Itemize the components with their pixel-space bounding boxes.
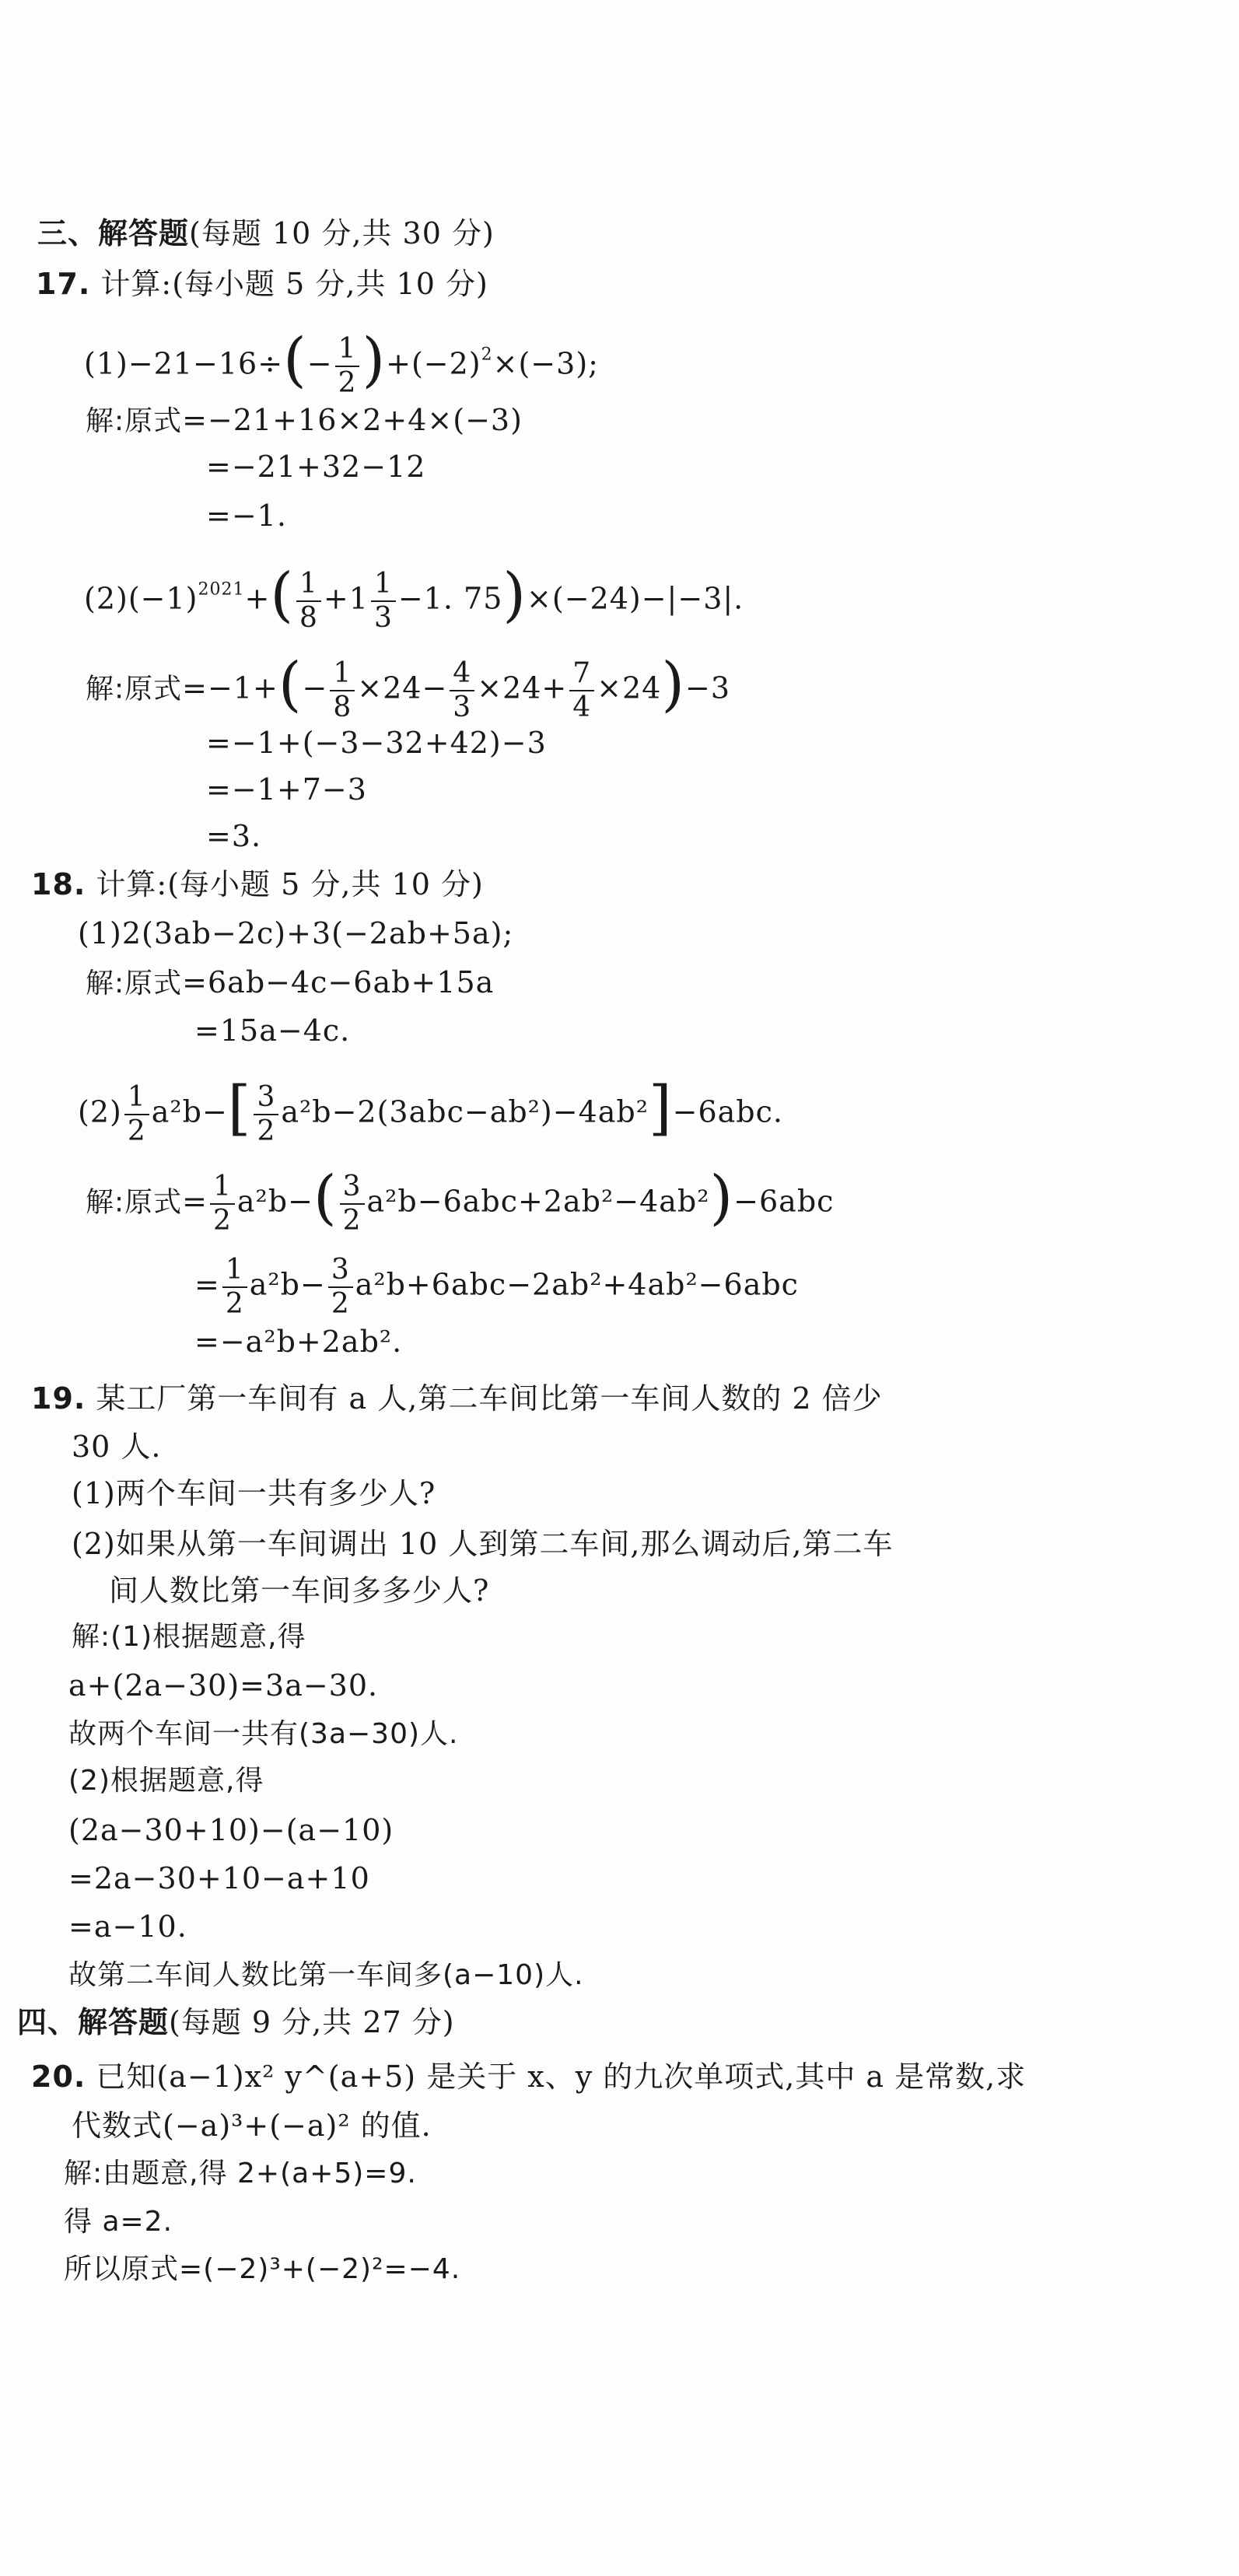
- q19-part2-text: (2)如果从第一车间调出 10 人到第二车间,那么调动后,第二车: [72, 1527, 894, 1561]
- q19-sol-2: [68, 1666, 378, 1705]
- q19-sol-4: [68, 1762, 264, 1801]
- q18-p2-sol-line2: [194, 1254, 799, 1321]
- solution-step: 故第二车间人数比第一车间多(a−10)人.: [68, 1959, 584, 1991]
- frac-den: 2: [210, 1203, 235, 1237]
- frac-num: 4: [453, 657, 472, 689]
- frac-den: 4: [569, 690, 594, 724]
- q18-p1-sol-line1: [86, 963, 494, 1003]
- frac-num: 1: [373, 568, 393, 600]
- q17-part1-problem: (1)−21−16÷(− $\frac{1}{2}$ )$+(-2)^2\times(-3)$;: [84, 324, 599, 399]
- fraction: [569, 657, 594, 724]
- frac-den: 3: [450, 690, 474, 724]
- section-3-header: [37, 214, 495, 253]
- q19-stem-line1: [31, 1379, 883, 1418]
- term: ×24−: [357, 670, 448, 705]
- frac-num: 1: [127, 1081, 146, 1113]
- frac-den: 3: [371, 600, 396, 635]
- fraction: [328, 1254, 353, 1321]
- fraction: [330, 657, 355, 724]
- q19-part2-line2: [109, 1571, 489, 1610]
- q19-sol-1: [72, 1618, 306, 1657]
- q20-stem-line1: [31, 2057, 1026, 2096]
- q17-title: 计算:(每小题 5 分,共 10 分): [100, 267, 488, 301]
- paren-open: (: [278, 649, 303, 719]
- q17-p2-sol-line4: [206, 817, 261, 856]
- exponent: 2: [481, 345, 493, 365]
- q19-sol-6: [68, 1859, 370, 1898]
- paren-open: (: [283, 324, 307, 394]
- term: ×24: [597, 670, 662, 705]
- term: a²b−: [151, 1094, 228, 1129]
- term: −6abc: [733, 1184, 835, 1219]
- term: ×24+: [477, 670, 568, 705]
- frac-den: 2: [340, 1203, 365, 1237]
- frac-num: 3: [342, 1171, 362, 1202]
- q19-part1: [72, 1474, 436, 1513]
- fraction: [124, 1081, 149, 1148]
- frac-den: 8: [296, 600, 321, 635]
- q19-sol-8: [68, 1956, 584, 1995]
- exponent: 2021: [198, 579, 245, 600]
- frac-den: 2: [328, 1286, 353, 1321]
- section-3-title: 三、解答题: [37, 216, 190, 250]
- q20-number: 20.: [31, 2060, 86, 2094]
- q17-p2-sol-line1: 解:原式=−1+(− $\frac{1}{8}$ ×24− $\frac{4}{3}$ ×24+ $\frac{7}{4}$ ×24)−3: [86, 649, 731, 723]
- fraction: [371, 568, 396, 635]
- q18-number: 18.: [31, 867, 86, 901]
- paren-close: ): [502, 559, 527, 629]
- solution-step: =3.: [206, 819, 262, 853]
- solution-step: =−1+7−3: [206, 772, 367, 807]
- frac-den: 8: [330, 690, 355, 724]
- q19-part2-line1: [72, 1524, 894, 1563]
- solution-step: 解:由题意,得 2+(a+5)=9.: [64, 2158, 417, 2189]
- term: =: [194, 1267, 220, 1302]
- bracket-close: ]: [648, 1073, 673, 1143]
- q17-number: 17.: [36, 267, 91, 301]
- solution-step: 故两个车间一共有(3a−30)人.: [68, 1718, 459, 1750]
- frac-den: 2: [335, 366, 360, 400]
- q17-p2-sol-line3: [206, 770, 367, 809]
- q20-stem-line2: [72, 2106, 432, 2145]
- q19-part2-text: 间人数比第一车间多多少人?: [109, 1573, 490, 1608]
- frac-num: 1: [225, 1254, 244, 1286]
- term: +1: [323, 581, 369, 616]
- q18-part1-problem: [78, 914, 513, 953]
- frac-den: 2: [222, 1286, 247, 1321]
- solution-prefix: 解:原式: [86, 673, 183, 705]
- q18-p1-line: (1)2(3ab−2c)+3(−2ab+5a);: [78, 916, 514, 950]
- q19-stem-line2: [72, 1427, 162, 1466]
- fraction: [222, 1254, 247, 1321]
- solution-step: (2)根据题意,得: [68, 1765, 264, 1797]
- frac-num: 1: [333, 657, 352, 689]
- solution-step: =−a²b+2ab².: [194, 1325, 403, 1359]
- solution-step: 得 a=2.: [64, 2206, 173, 2238]
- q20-sol-2: [64, 2203, 173, 2242]
- term: a²b+6abc−2ab²+4ab²−6abc: [355, 1267, 799, 1302]
- term: ×(−24)−|−3|.: [527, 581, 744, 616]
- q18-title: 计算:(每小题 5 分,共 10 分): [96, 867, 484, 901]
- solution-step: =a−10.: [68, 1909, 187, 1944]
- frac-num: 3: [331, 1254, 350, 1286]
- q18-part2-problem: [78, 1073, 783, 1148]
- q20-stem: 已知(a−1)x² y^(a+5) 是关于 x、y 的九次单项式,其中 a 是常数,求: [96, 2060, 1027, 2094]
- q18-p2-label: (2): [78, 1094, 122, 1129]
- q17-p1-expr-c: ×(−3);: [492, 346, 599, 381]
- frac-den: 2: [124, 1114, 149, 1148]
- solution-step: =15a−4c.: [194, 1013, 351, 1048]
- term: =−1+: [182, 670, 278, 705]
- fraction: [450, 657, 474, 724]
- solution-step: (2a−30+10)−(a−10): [68, 1813, 394, 1847]
- frac-num: 7: [572, 657, 592, 689]
- solution-step: =−1.: [206, 499, 287, 533]
- q18-p2-sol-line1: 解:原式= $\frac{1}{2}$ a²b−( $\frac{3}{2}$ a²b−6abc+2ab²−4ab²)−6abc: [86, 1162, 835, 1237]
- q17-p2-label: (2)(−1): [84, 581, 198, 616]
- paren-close: ): [661, 649, 686, 719]
- solution-step: =−1+(−3−32+42)−3: [206, 726, 547, 760]
- q20-sol-3: [64, 2250, 460, 2289]
- q17-p2-sol-line2: [206, 723, 547, 762]
- section-4-title: 四、解答题: [17, 2005, 170, 2039]
- q17-p1-sol-line3: [206, 496, 287, 535]
- term: a²b−2(3abc−ab²)−4ab²: [281, 1094, 649, 1129]
- fraction: [210, 1171, 235, 1237]
- solution-step: =6ab−4c−6ab+15a: [182, 965, 495, 999]
- frac-den: 2: [254, 1114, 278, 1148]
- paren-close: ): [709, 1162, 734, 1232]
- solution-prefix: 解:原式: [86, 1186, 183, 1219]
- term: −3: [685, 670, 731, 705]
- q19-sol-7: [68, 1907, 187, 1946]
- fraction: [254, 1081, 278, 1148]
- fraction: [296, 568, 321, 635]
- section-3-note: (每题 10 分,共 30 分): [189, 216, 495, 250]
- paren-open: (: [270, 559, 294, 629]
- frac-num: 3: [257, 1081, 276, 1113]
- q18-header: [31, 865, 484, 904]
- fraction: [335, 333, 360, 400]
- q17-p1-sol-line1: [86, 401, 523, 441]
- solution-step: a+(2a−30)=3a−30.: [68, 1668, 379, 1703]
- paren-open: (: [313, 1162, 338, 1232]
- q17-part2-problem: [84, 559, 744, 635]
- section-4-note: (每题 9 分,共 27 分): [169, 2005, 455, 2039]
- q20-sol-1: [64, 2154, 417, 2193]
- operator: +: [244, 581, 271, 616]
- q20-stem: 代数式(−a)³+(−a)² 的值.: [72, 2109, 432, 2143]
- frac-num: 1: [338, 333, 357, 365]
- paren-close: ): [362, 324, 387, 394]
- q18-p1-sol-line2: [194, 1011, 350, 1050]
- q17-p1-expr-a: −21−16÷: [128, 346, 284, 381]
- q17-p1-label: (1): [84, 346, 128, 381]
- q19-sol-3: [68, 1715, 458, 1754]
- term: −1. 75: [397, 581, 503, 616]
- q19-stem: 30 人.: [72, 1430, 162, 1464]
- q19-part1-text: (1)两个车间一共有多少人?: [72, 1476, 436, 1510]
- q17-p1-expr-b: +(−2): [386, 346, 481, 381]
- solution-step: 解:(1)根据题意,得: [72, 1621, 306, 1653]
- term: −6abc.: [672, 1094, 783, 1129]
- solution-step: 所以原式=(−2)³+(−2)²=−4.: [64, 2253, 461, 2285]
- frac-num: 1: [212, 1171, 232, 1202]
- section-4-header: [17, 2003, 455, 2042]
- q18-p2-sol-line3: [194, 1322, 402, 1361]
- solution-prefix: 解:原式: [86, 405, 183, 437]
- q17-p1-sol-line2: [206, 447, 425, 486]
- fraction: [340, 1171, 365, 1237]
- q19-number: 19.: [31, 1381, 86, 1416]
- term: a²b−6abc+2ab²−4ab²: [366, 1184, 710, 1219]
- frac-num: 1: [299, 568, 318, 600]
- q17-header: [36, 264, 488, 303]
- bracket-open: [: [227, 1073, 252, 1143]
- solution-prefix: 解:原式: [86, 968, 183, 999]
- solution-step: =−21+32−12: [206, 450, 426, 484]
- q19-stem: 某工厂第一车间有 a 人,第二车间比第一车间人数的 2 倍少: [96, 1381, 883, 1416]
- q19-sol-5: [68, 1811, 394, 1850]
- term: a²b−: [249, 1267, 326, 1302]
- term: a²b−: [236, 1184, 313, 1219]
- solution-step: =−21+16×2+4×(−3): [182, 403, 523, 437]
- solution-step: =2a−30+10−a+10: [68, 1861, 370, 1895]
